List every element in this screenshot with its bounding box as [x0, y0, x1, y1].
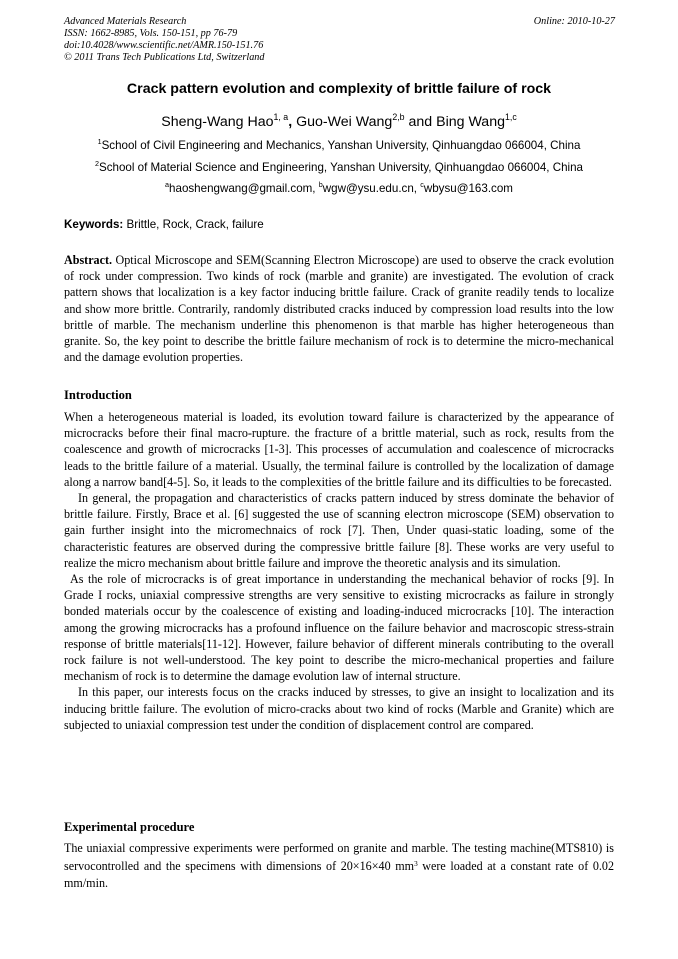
section-heading-experimental: Experimental procedure [64, 820, 195, 834]
experimental-body [64, 840, 614, 893]
journal-header [64, 16, 264, 64]
keywords-label: Keywords: [64, 218, 124, 231]
email-link[interactable]: wgw@ysu.edu.cn [322, 182, 414, 195]
email-sup: a [165, 180, 170, 190]
affiliation-sup: 1 [97, 137, 102, 147]
email-sup: b [318, 180, 323, 190]
author-separator: , [288, 114, 297, 130]
paragraph: In general, the propagation and characteristics of cracks pattern induced by stress dominate the behavior of brittle failure. Firstly, Brace et al. [6] suggested the use of scanning electron microscope (SEM) observation to gain further insight into the micromechnaics of rock [7]. Then, Under quasi-static loading, some of the characteristic features are observed during the compressive brittle failure [8]. These works are very useful to realize the micro mechanism about brittle failure and improve the theoretic analysis and its simulation. [64, 491, 614, 570]
doi-line: doi:10.4028/www.scientific.net/AMR.150-151.76 [64, 40, 264, 51]
author-sup: 2,b [392, 111, 405, 122]
journal-name: Advanced Materials Research [64, 16, 187, 27]
issn-line: ISSN: 1662-8985, Vols. 150-151, pp 76-79 [64, 28, 238, 39]
online-date: Online: 2010-10-27 [533, 16, 615, 27]
paragraph: In this paper, our interests focus on the cracks induced by stresses, to give an insight to localization and its inducing brittle failure. The evolution of micro-cracks about two kind of rocks (Marble and Granite) which are subjected to uniaxial compression test under the condition of displacement control are compared. [64, 685, 614, 732]
affiliation-text: School of Material Science and Engineering, Yanshan University, Qinhuangdao 066004, China [98, 161, 584, 174]
copyright-line: © 2011 Trans Tech Publications Ltd, Switzerland [64, 52, 265, 63]
email-link[interactable]: wbysu@163.com [423, 182, 513, 195]
paragraph-text: The uniaxial compressive experiments were performed on granite and marble. The testing machine(MTS810) is servocontrolled and the specimens with dimensions of [64, 841, 614, 873]
introduction-body [64, 409, 614, 733]
author-name: Bing Wang [436, 114, 505, 130]
section-heading-introduction: Introduction [64, 388, 132, 402]
affiliation-1 [0, 139, 678, 152]
author-name: Guo-Wei Wang [296, 114, 393, 130]
email-list: $^a$haoshengwang@gmail.com, $^b$wgw@ysu.edu.cn, $^c$wbysu@163.com [165, 180, 513, 195]
affiliation-text: School of Civil Engineering and Mechanics, Yanshan University, Qinhuangdao 066004, China [101, 139, 581, 152]
affiliation-2 [0, 161, 678, 174]
author-separator: and [404, 114, 437, 130]
paragraph: When a heterogeneous material is loaded, its evolution toward failure is characterized by the appearance of microcracks before their final macro-rupture. the fracture of a brittle material, such as rock, results from the coalescence and growth of microcracks [1-3]. This processes of accumulation and coalescence of microcracks leads to the brittle failure of a material. Usually, the terminal failure is controlled by the localization of damage along a narrow band[4-5]. So, it leads to the complexities of the brittle failure and its difficulties to be forecasted. [64, 410, 614, 489]
author-list [0, 111, 678, 130]
abstract [64, 252, 614, 365]
paper-title: Crack pattern evolution and complexity of brittle failure of rock [126, 81, 552, 97]
keywords [64, 218, 264, 231]
email-link[interactable]: haoshengwang@gmail.com [169, 182, 313, 195]
abstract-text: Optical Microscope and SEM(Scanning Electron Microscope) are used to observe the crack evolution of rock under compression. Two kinds of rock (marble and granite) are investigated. The evolution of crack pattern shows that localization is a key factor inducing brittle failure. Crack of granite readily tends to localize and show more brittle. Contrarily, randomly distributed cracks induced by compression load results into the low brittle of marble. The mechanism underline this phenomenon is that marble has higher heterogeneous than granite. So, the key point to describe the brittle failure mechanism of rock is to determine the micro-mechanical and the damage evolution properties. [64, 253, 614, 365]
paragraph-text: were loaded at a constant rate of 0.02 mm/min. [64, 858, 614, 890]
paragraph: As the role of microcracks is of great importance in understanding the mechanical behavior of rocks [9]. In Grade I rocks, uniaxial compressive strengths are very sensitive to existing microcracks as failure in strongly bonded materials occur by the coalescence of existing and loading-induced microcracks [10]. The interaction among the growing microcracks has a profound influence on the failure behavior and macroscopic stress-strain response of brittle materials[11-12]. However, failure behavior of different minerals contributing to the overall rock failure is not well-understood. The key point to describe the micro-mechanical properties and failure mechanism of rock is to determine the damage evolution law of internal structure. [64, 572, 614, 684]
affiliation-sup: 2 [94, 159, 99, 169]
author-name: Sheng-Wang Hao [161, 114, 274, 130]
abstract-label: Abstract. [64, 253, 113, 267]
author-sup: 1, a [273, 111, 289, 122]
author-sup: 1,c [504, 111, 517, 122]
email-sup: c [420, 180, 424, 190]
keywords-text: Brittle, Rock, Crack, failure [126, 218, 264, 231]
dimensions-math: 20×16×40 $mm^3$ [340, 858, 418, 873]
